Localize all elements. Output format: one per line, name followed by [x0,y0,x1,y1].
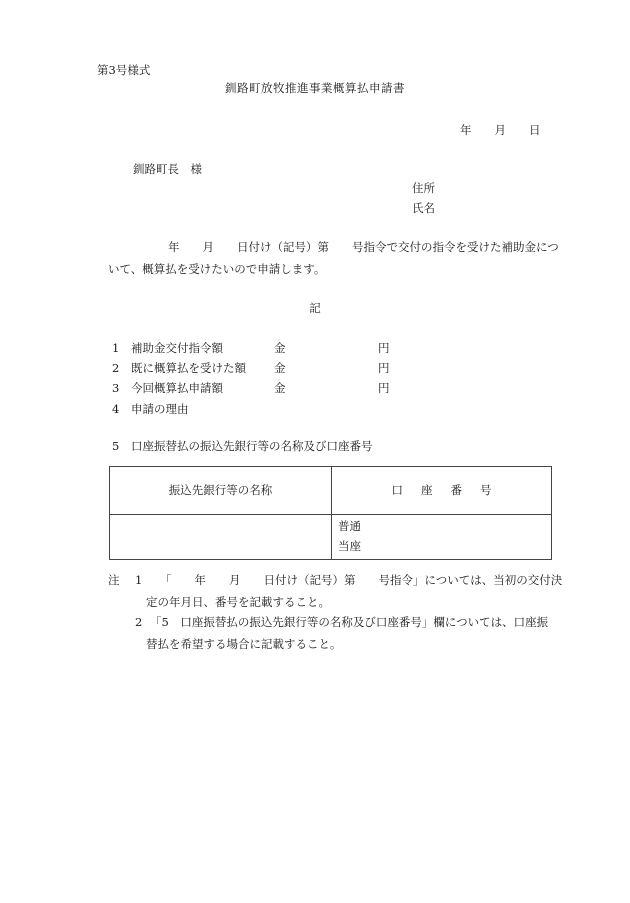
item-kin: 金 [274,341,286,355]
item-number: 1 [112,341,120,355]
ki-heading: 記 [309,301,321,315]
header-char: 口 [391,483,403,497]
account-type-ordinary: 普通 [338,519,361,533]
date-day: 日 [529,123,541,137]
table-header-bank-name: 振込先銀行等の名称 [168,483,273,497]
item-yen: 円 [378,341,390,355]
addressee: 釧路町長 様 [133,162,202,176]
table-header-account-number [332,485,551,497]
form-number: 第3号様式 [97,63,151,77]
item-number: 4 [112,402,120,416]
item-kin: 金 [274,381,286,395]
item-yen: 円 [378,361,390,375]
header-char: 番 [450,483,462,497]
item-label-already-paid: 既に概算払を受けた額 [131,361,246,375]
note-2-line-2: 替払を希望する場合に記載すること。 [146,637,342,651]
item-yen: 円 [378,381,390,395]
note-1-line-2: 定の年月日、番号を記載すること。 [146,595,330,609]
body-text-line-2: いて、概算払を受けたいので申請します。 [108,262,326,276]
account-type-checking: 当座 [338,539,361,553]
table-divider-vertical [331,467,332,559]
date-line [460,125,541,137]
document-title: 釧路町放牧推進事業概算払申請書 [225,81,405,95]
item-label-bank-account: 口座振替払の振込先銀行等の名称及び口座番号 [131,439,373,453]
header-char: 座 [421,483,433,497]
note-number: 1 [135,573,143,587]
header-char: 号 [480,483,492,497]
body-text-line-1: 年 月 日付け（記号）第 号指令で交付の指令を受けた補助金につ [168,240,559,254]
name-label: 氏名 [412,201,435,215]
item-kin: 金 [274,361,286,375]
item-number: 5 [112,439,120,453]
note-1-line-1: 「 年 月 日付け（記号）第 号指令」については、当初の交付決 [160,573,563,587]
item-number: 3 [112,381,120,395]
item-label-current-request: 今回概算払申請額 [131,381,223,395]
date-month: 月 [494,123,506,137]
note-number: 2 [135,615,143,629]
table-divider-horizontal [110,514,551,515]
item-label-grant-amount: 補助金交付指令額 [131,341,223,355]
note-2-line-1: 「5 口座振替払の振込先銀行等の名称及び口座番号」欄については、口座振 [150,615,549,629]
address-label: 住所 [412,181,435,195]
notes-heading: 注 [108,573,120,587]
item-label-reason: 申請の理由 [131,402,189,416]
bank-account-table [109,466,552,560]
date-year: 年 [460,123,472,137]
item-number: 2 [112,361,120,375]
